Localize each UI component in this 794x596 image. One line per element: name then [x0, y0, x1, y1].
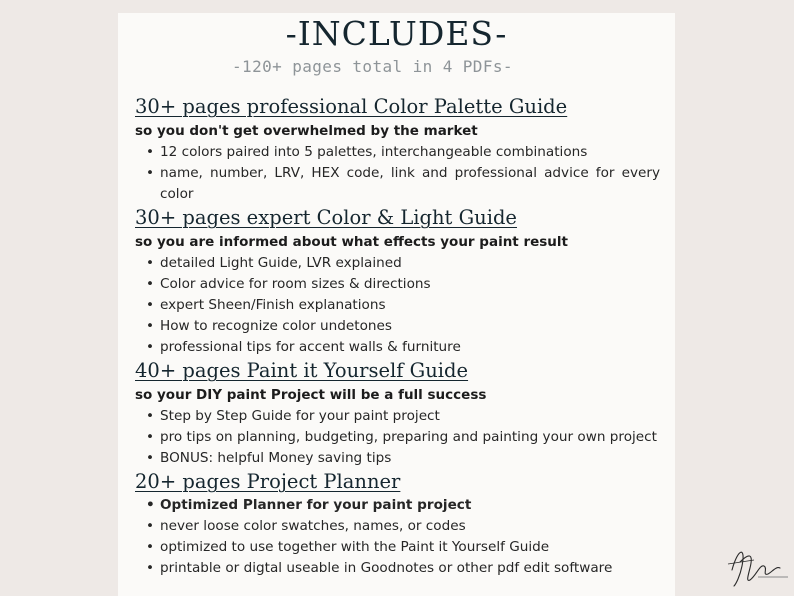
list-item: • printable or digtal useable in Goodnotes or other pdf edit software	[160, 558, 660, 579]
bullet-list	[135, 142, 660, 205]
list-item: • BONUS: helpful Money saving tips	[160, 448, 660, 469]
list-item: • professional tips for accent walls & furniture	[160, 337, 660, 358]
section-title: 40+ pages Paint it Yourself Guide	[135, 359, 469, 382]
section-color-light-guide	[135, 205, 660, 358]
bullet-list	[135, 406, 660, 469]
section-paint-it-yourself-guide	[135, 358, 660, 469]
list-item: • detailed Light Guide, LVR explained	[160, 253, 660, 274]
page-subtitle: -120+ pages total in 4 PDFs-	[232, 57, 513, 76]
section-subtitle: so your DIY paint Project will be a full success	[135, 387, 487, 403]
section-subtitle: so you are informed about what effects your paint result	[135, 234, 568, 250]
list-item: • name, number, LRV, HEX code, link and professional advice for every color	[160, 163, 660, 205]
page-title: -INCLUDES-	[285, 14, 508, 53]
list-item: • pro tips on planning, budgeting, preparing and painting your own project	[160, 427, 660, 448]
signature-logo	[724, 540, 794, 590]
section-title: 30+ pages professional Color Palette Guide	[135, 95, 568, 118]
content	[135, 94, 660, 579]
bullet-list	[135, 495, 660, 579]
section-title: 30+ pages expert Color & Light Guide	[135, 206, 517, 229]
list-item: • optimized to use together with the Paint it Yourself Guide	[160, 537, 660, 558]
section-color-palette-guide	[135, 94, 660, 205]
list-item: • Optimized Planner for your paint project	[160, 495, 660, 516]
list-item: • How to recognize color undetones	[160, 316, 660, 337]
section-project-planner	[135, 469, 660, 579]
list-item: • Color advice for room sizes & directions	[160, 274, 660, 295]
list-item: • expert Sheen/Finish explanations	[160, 295, 660, 316]
section-subtitle: so you don't get overwhelmed by the market	[135, 123, 478, 139]
list-item: • 12 colors paired into 5 palettes, interchangeable combinations	[160, 142, 660, 163]
section-title: 20+ pages Project Planner	[135, 470, 401, 493]
bullet-list	[135, 253, 660, 358]
list-item: • never loose color swatches, names, or codes	[160, 516, 660, 537]
list-item: • Step by Step Guide for your paint project	[160, 406, 660, 427]
